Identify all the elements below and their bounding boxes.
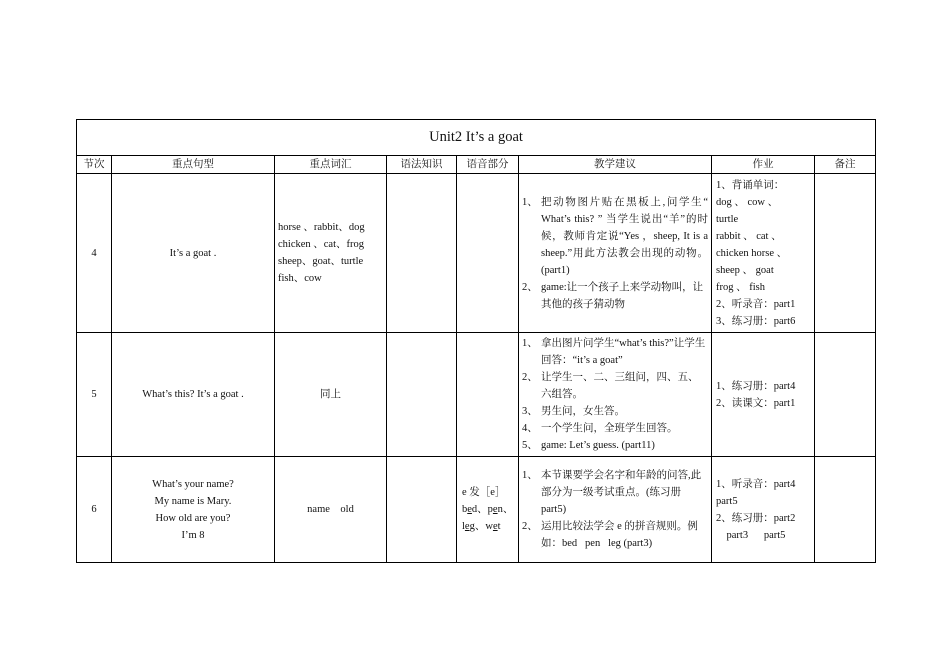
vocab-line: sheep、goat、turtle [278, 256, 364, 267]
teaching-suggestions [519, 174, 712, 333]
table-row [77, 457, 876, 563]
homework-line: 1、练习册：part4 [716, 380, 796, 392]
homework-line: 1、背诵单词： [716, 179, 785, 191]
step-text: 男生问，女生答。 [541, 406, 625, 417]
key-vocab [275, 174, 387, 333]
homework-line: part3 part5 [716, 529, 786, 541]
phonics-cell [457, 457, 519, 563]
list-item [522, 335, 708, 369]
list-item [522, 437, 708, 454]
homework-line: part5 [716, 495, 738, 507]
list-item [522, 467, 708, 518]
vocab-line: fish、cow [278, 273, 322, 284]
step-text: game:让一个孩子上来学动物叫，让其他的孩子猜动物 [541, 281, 704, 310]
key-sentences [112, 174, 275, 333]
list-item [522, 403, 708, 420]
sentence: I’m 8 [181, 529, 205, 541]
lesson-plan-table [76, 119, 876, 563]
homework-cell [712, 333, 815, 457]
homework-line: sheep 、 goat [716, 264, 774, 276]
remarks-cell [815, 333, 876, 457]
list-item [522, 518, 708, 552]
lesson-number: 4 [77, 174, 112, 333]
step-text: 拿出图片问学生“what’s this?”让学生回答：“it’s a goat” [541, 338, 706, 366]
lesson-number: 5 [77, 333, 112, 457]
homework-line: 2、练习册：part2 [716, 512, 796, 524]
header-lesson: 节次 [77, 156, 112, 174]
header-homework: 作业 [712, 156, 815, 174]
remarks-cell [815, 457, 876, 563]
remarks-cell [815, 174, 876, 333]
sentence: What’s your name? [152, 478, 234, 490]
step-number: 2、 [522, 281, 538, 293]
step-text: 一个学生问，全班学生回答。 [541, 423, 678, 434]
step-number: 4、 [522, 423, 538, 434]
homework-line: rabbit 、 cat 、 [716, 230, 782, 242]
list-item [522, 369, 708, 403]
key-sentences [112, 457, 275, 563]
homework-cell [712, 174, 815, 333]
step-number: 1、 [522, 338, 538, 349]
vocab-line: 同上 [320, 389, 341, 400]
vocab-line: horse 、rabbit、dog [278, 222, 365, 233]
homework-line: 1、听录音：part4 [716, 478, 796, 490]
phonics-cell [457, 333, 519, 457]
step-number: 5、 [522, 440, 538, 451]
grammar-cell [387, 174, 457, 333]
key-sentences [112, 333, 275, 457]
homework-line: 3、练习册：part6 [716, 315, 796, 327]
vocab-line: name old [307, 504, 354, 515]
header-remarks: 备注 [815, 156, 876, 174]
header-vocab: 重点词汇 [275, 156, 387, 174]
list-item [522, 279, 708, 313]
grammar-cell [387, 457, 457, 563]
step-number: 1、 [522, 196, 538, 208]
phonics-rule: e 发［e］ [462, 487, 506, 498]
homework-cell [712, 457, 815, 563]
homework-line: 2、读课文：part1 [716, 397, 796, 409]
homework-line: 2、听录音：part1 [716, 298, 796, 310]
homework-line: dog 、 cow 、 [716, 196, 779, 208]
step-text: 本节课要学会名字和年龄的问答,此部分为一级考试重点。(练习册 part5) [541, 470, 702, 515]
phonics-example-line: bed、pen、 [462, 504, 514, 515]
homework-line: frog 、 fish [716, 281, 765, 293]
step-number: 3、 [522, 406, 538, 417]
sentence: My name is Mary. [154, 495, 232, 507]
header-phonics: 语音部分 [457, 156, 519, 174]
step-text: 运用比较法学会 e 的拼音规则。例如：bed pen leg (part3) [541, 521, 698, 549]
phonics-cell [457, 174, 519, 333]
sentence: How old are you? [155, 512, 231, 524]
key-vocab [275, 333, 387, 457]
step-number: 2、 [522, 521, 538, 532]
table-title: Unit2 It’s a goat [77, 120, 876, 156]
step-number: 2、 [522, 372, 538, 383]
step-number: 1、 [522, 470, 538, 481]
table-row [77, 174, 876, 333]
header-grammar: 语法知识 [387, 156, 457, 174]
lesson-number: 6 [77, 457, 112, 563]
step-text: game: Let’s guess. (part11) [541, 440, 655, 451]
grammar-cell [387, 333, 457, 457]
homework-line: turtle [716, 213, 739, 225]
vocab-line: chicken 、cat、frog [278, 239, 365, 250]
step-text: 让学生一、二、三组问，四、五、六组答。 [541, 372, 699, 400]
homework-line: chicken horse 、 [716, 247, 788, 259]
sentence: What’s this? It’s a goat . [142, 389, 244, 400]
table-row [77, 333, 876, 457]
teaching-suggestions [519, 333, 712, 457]
list-item [522, 194, 708, 279]
header-sentences: 重点句型 [112, 156, 275, 174]
list-item [522, 420, 708, 437]
phonics-example-line: leg、wet [462, 521, 501, 532]
key-vocab [275, 457, 387, 563]
sentence: It’s a goat . [169, 247, 217, 259]
header-row [77, 156, 876, 174]
teaching-suggestions [519, 457, 712, 563]
step-text: 把动物图片贴在黑板上,问学生“ What’s this? ” 当学生说出“羊”的时候，教师肯定说“Yes ，sheep, It is a sheep.”用此方法教会出现的动物。(part1) [541, 196, 708, 276]
header-suggestions: 教学建议 [519, 156, 712, 174]
